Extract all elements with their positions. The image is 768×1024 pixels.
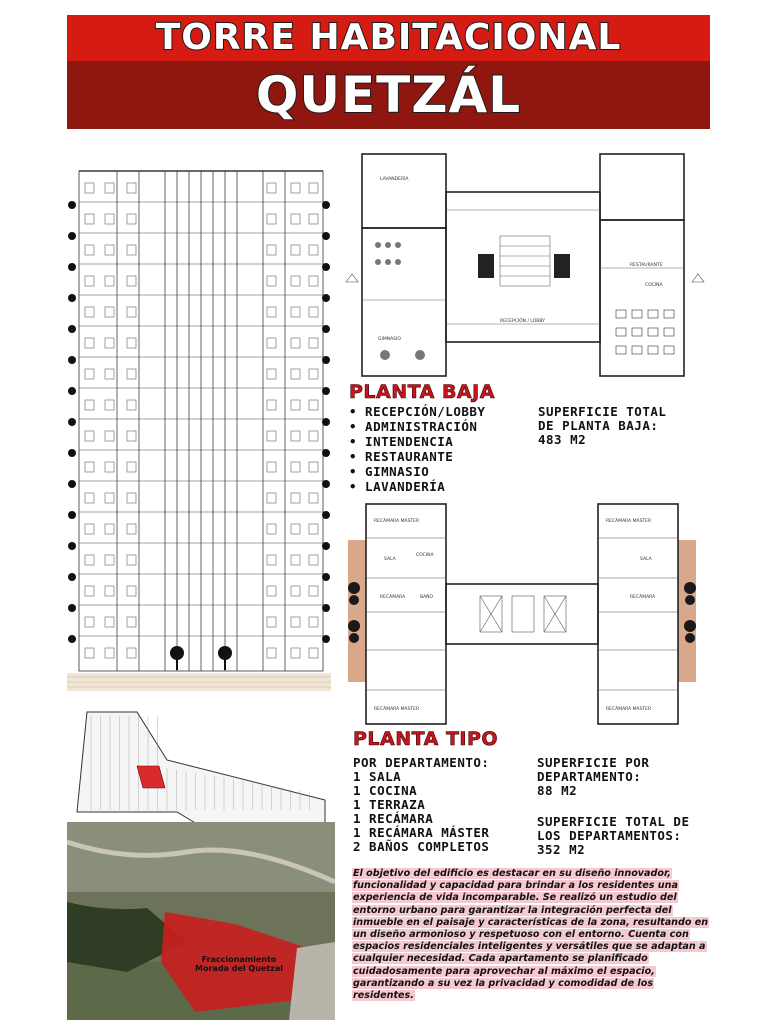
balcony-plant	[68, 511, 76, 519]
window	[105, 648, 114, 658]
list-item: 1 COCINA	[353, 783, 418, 798]
window	[267, 183, 276, 193]
balcony-plant	[322, 573, 330, 581]
restaurant-table	[632, 328, 642, 336]
ground-floor-spaces-list	[349, 404, 485, 494]
restaurant-table	[616, 346, 626, 354]
balcony-plant	[322, 356, 330, 364]
plan-label-bedroom: RECÁMARA	[380, 595, 406, 600]
balcony-plant	[68, 325, 76, 333]
balcony-plant	[68, 604, 76, 612]
site-label-line-2: Morada del Quetzal	[195, 964, 283, 973]
window	[105, 493, 114, 503]
plan-label-gym: GIMNASIO	[378, 337, 401, 342]
restaurant-table	[648, 346, 658, 354]
window	[85, 524, 94, 534]
restaurant-table	[664, 310, 674, 318]
window	[267, 493, 276, 503]
balcony-plant	[322, 418, 330, 426]
window	[267, 617, 276, 627]
window	[105, 555, 114, 565]
restaurant-table	[648, 328, 658, 336]
aerial-site-photo	[67, 822, 335, 1020]
window	[291, 400, 300, 410]
typical-floor-heading: PLANTA TIPO	[353, 728, 499, 750]
window	[267, 400, 276, 410]
window	[127, 431, 136, 441]
window	[291, 214, 300, 224]
window	[309, 555, 318, 565]
window	[105, 586, 114, 596]
window	[105, 214, 114, 224]
window	[309, 462, 318, 472]
window	[85, 183, 94, 193]
window	[127, 245, 136, 255]
balcony-plant	[68, 542, 76, 550]
window	[291, 617, 300, 627]
window	[267, 555, 276, 565]
window	[267, 586, 276, 596]
window	[85, 214, 94, 224]
window	[267, 276, 276, 286]
window	[291, 555, 300, 565]
plan-label-master: RECÁMARA MÁSTER	[374, 519, 420, 524]
plan-label-bedroom: RECÁMARA	[630, 595, 656, 600]
surface-label: SUPERFICIE TOTAL	[538, 404, 667, 419]
window	[127, 183, 136, 193]
window	[105, 307, 114, 317]
balcony-plant	[68, 232, 76, 240]
balcony-plant	[322, 325, 330, 333]
window	[105, 245, 114, 255]
list-item: 1 TERRAZA	[353, 797, 426, 812]
ground-floor-plan	[340, 150, 712, 382]
list-item: • INTENDENCIA	[349, 434, 454, 449]
balcony-plant	[68, 480, 76, 488]
window	[85, 586, 94, 596]
window	[309, 214, 318, 224]
typical-floor-program	[353, 756, 489, 854]
window	[105, 369, 114, 379]
window	[127, 493, 136, 503]
window	[291, 648, 300, 658]
window	[309, 338, 318, 348]
plan-label-kitchen: COCINA	[416, 553, 434, 558]
window	[127, 338, 136, 348]
window	[127, 462, 136, 472]
plan-label-master: RECÁMARA MÁSTER	[606, 519, 652, 524]
window	[309, 245, 318, 255]
title-line-2: QUETZÁL	[255, 66, 522, 124]
site-label-line-1: Fraccionamiento	[201, 955, 277, 964]
window	[127, 648, 136, 658]
window	[127, 214, 136, 224]
surface-label: SUPERFICIE TOTAL DE	[537, 814, 690, 829]
balcony-plant	[68, 201, 76, 209]
window	[85, 617, 94, 627]
window	[309, 586, 318, 596]
plan-label-lobby: RECEPCIÓN / LOBBY	[500, 319, 545, 324]
window	[105, 338, 114, 348]
typical-floor-plan	[340, 500, 712, 728]
window	[309, 493, 318, 503]
window	[85, 338, 94, 348]
plan-label-master: RECÁMARA MÁSTER	[606, 707, 652, 712]
list-item: • GIMNASIO	[349, 464, 430, 479]
window	[105, 524, 114, 534]
window	[105, 431, 114, 441]
balcony-plant	[322, 542, 330, 550]
window	[291, 462, 300, 472]
window	[105, 617, 114, 627]
balcony-plant	[322, 201, 330, 209]
list-item: • RECEPCIÓN/LOBBY	[349, 404, 486, 419]
balcony-plant	[68, 449, 76, 457]
window	[291, 276, 300, 286]
program-intro: POR DEPARTAMENTO:	[353, 755, 490, 770]
window	[267, 369, 276, 379]
balcony-plant	[322, 294, 330, 302]
list-item: • RESTAURANTE	[349, 449, 454, 464]
window	[85, 307, 94, 317]
description-text: El objetivo del edificio es destacar en su diseño innovador, funcionalidad y capacidad para brindar a los residentes una experiencia de vida incomparable. Se realizó un estudio del entorno urbano para garantizar la integración perfecta del inmueble en el paisaje y características de la zona, resultando en un diseño armonioso y respetuoso con el entorno. Cuenta con espacios residenciales inteligentes y versátiles que se adaptan a cualquier necesidad. Cada apartamento se planificado cuidadosamente para aprovechar al máximo el espacio, garantizando a su vez la privacidad y comodidad de los residentes.	[353, 868, 709, 1002]
list-item: 1 RECÁMARA	[353, 811, 434, 826]
window	[105, 462, 114, 472]
window	[127, 617, 136, 627]
window	[267, 524, 276, 534]
window	[291, 369, 300, 379]
surface-value: 352 M2	[537, 842, 586, 857]
window	[85, 555, 94, 565]
window	[127, 555, 136, 565]
balcony-plant	[322, 263, 330, 271]
plan-label-living: SALA	[640, 557, 652, 562]
window	[309, 431, 318, 441]
window	[85, 648, 94, 658]
restaurant-table	[648, 310, 658, 318]
window	[105, 400, 114, 410]
balcony-plant	[322, 449, 330, 457]
title-banner-top	[67, 15, 710, 61]
list-item: 1 RECÁMARA MÁSTER	[353, 825, 490, 840]
window	[267, 214, 276, 224]
restaurant-table	[632, 310, 642, 318]
window	[291, 431, 300, 441]
window	[105, 183, 114, 193]
balcony-plant	[322, 511, 330, 519]
window	[309, 276, 318, 286]
plan-label-restaurant: RESTAURANTE	[630, 263, 663, 268]
balcony-plant	[322, 480, 330, 488]
balcony-plant	[322, 635, 330, 643]
list-item: 2 BAÑOS COMPLETOS	[353, 839, 490, 854]
balcony-plant	[322, 232, 330, 240]
window	[291, 245, 300, 255]
title-banner-bottom	[67, 61, 710, 129]
plan-label-bath: BAÑO	[420, 595, 434, 600]
surface-label: SUPERFICIE POR	[537, 755, 650, 770]
window	[127, 276, 136, 286]
ground-floor-surface	[538, 405, 666, 447]
window	[85, 276, 94, 286]
restaurant-table	[616, 328, 626, 336]
surface-label: DE PLANTA BAJA:	[538, 418, 659, 433]
window	[291, 493, 300, 503]
subdivision-site-map	[67, 708, 335, 826]
balcony-plant	[68, 635, 76, 643]
window	[267, 307, 276, 317]
window	[309, 307, 318, 317]
balcony-plant	[68, 263, 76, 271]
window	[267, 462, 276, 472]
window	[85, 493, 94, 503]
window	[309, 183, 318, 193]
restaurant-table	[616, 310, 626, 318]
project-description	[352, 868, 712, 1002]
window	[267, 431, 276, 441]
window	[309, 648, 318, 658]
surface-label: LOS DEPARTAMENTOS:	[537, 828, 682, 843]
window	[85, 462, 94, 472]
list-item: • LAVANDERÍA	[349, 479, 446, 494]
window	[127, 524, 136, 534]
window	[127, 307, 136, 317]
window	[309, 369, 318, 379]
ground-floor-heading: PLANTA BAJA	[349, 381, 495, 403]
window	[105, 276, 114, 286]
window	[309, 524, 318, 534]
window	[267, 245, 276, 255]
surface-value: 483 M2	[538, 432, 587, 447]
title-line-1: TORRE HABITACIONAL	[155, 17, 622, 58]
window	[291, 338, 300, 348]
window	[127, 400, 136, 410]
balcony-plant	[68, 356, 76, 364]
window	[291, 586, 300, 596]
window	[85, 245, 94, 255]
balcony-plant	[68, 294, 76, 302]
building-elevation-drawing	[67, 165, 335, 695]
window	[291, 524, 300, 534]
plan-label-living: SALA	[384, 557, 396, 562]
window	[127, 586, 136, 596]
balcony-plant	[68, 418, 76, 426]
plan-label-kitchen: COCINA	[645, 283, 663, 288]
window	[309, 400, 318, 410]
dept-surface	[537, 756, 649, 798]
restaurant-table	[664, 346, 674, 354]
balcony-plant	[68, 387, 76, 395]
window	[291, 183, 300, 193]
plan-label-master: RECÁMARA MÁSTER	[374, 707, 420, 712]
balcony-plant	[322, 604, 330, 612]
plan-label-laundry: LAVANDERÍA	[380, 177, 409, 182]
surface-label: DEPARTAMENTO:	[537, 769, 642, 784]
window	[85, 431, 94, 441]
list-item: • ADMINISTRACIÓN	[349, 419, 478, 434]
window	[85, 400, 94, 410]
balcony-plant	[68, 573, 76, 581]
window	[85, 369, 94, 379]
window	[267, 648, 276, 658]
window	[267, 338, 276, 348]
total-dept-surface	[537, 815, 690, 857]
surface-value: 88 M2	[537, 783, 578, 798]
restaurant-table	[664, 328, 674, 336]
restaurant-table	[632, 346, 642, 354]
list-item: 1 SALA	[353, 769, 402, 784]
window	[291, 307, 300, 317]
window	[309, 617, 318, 627]
balcony-plant	[322, 387, 330, 395]
window	[127, 369, 136, 379]
